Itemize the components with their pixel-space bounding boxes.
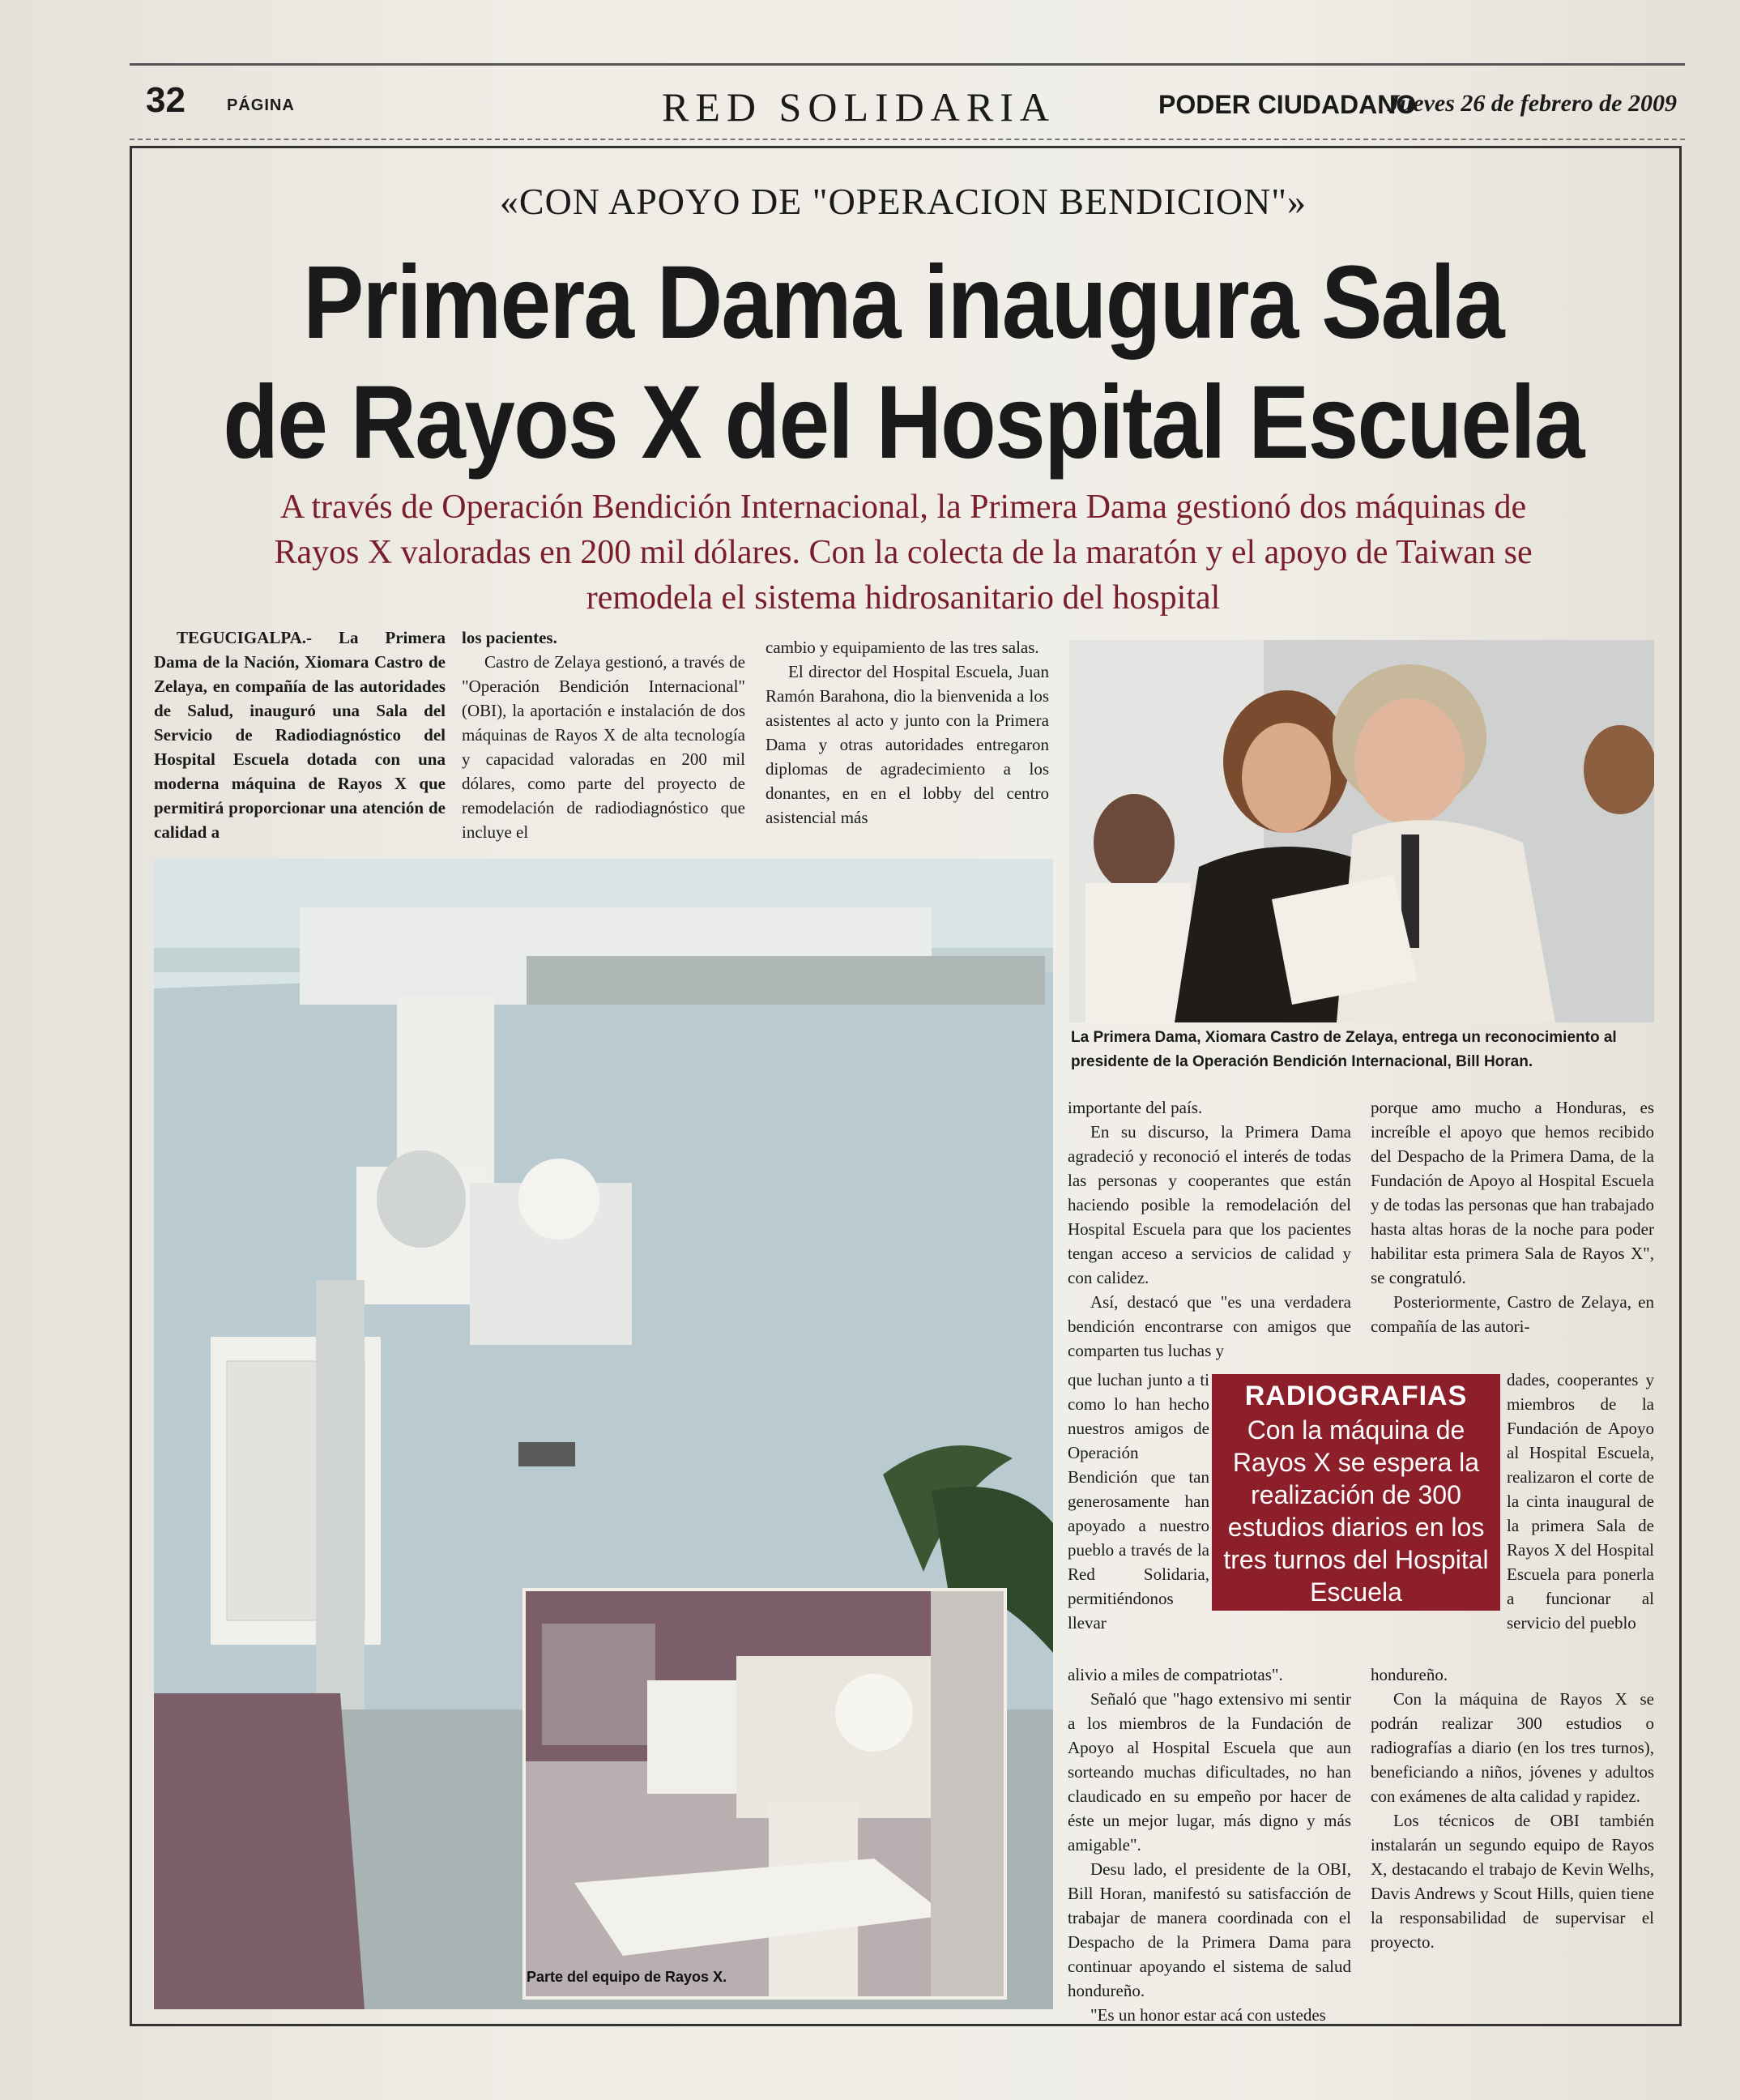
- paragraph: dades, cooperantes y miembros de la Fundación de Apoyo al Hospital Escuela, realizaron el corte de la cinta inaugural de la primera Sala de Rayos X del Hospital Escuela para ponerla a funcionar al servicio del pueblo: [1507, 1370, 1654, 1633]
- paragraph: Con la máquina de Rayos X se podrán realizar 300 estudios o radiografías a diario (en los tres turnos), beneficiando a niños, jóvenes y adultos con exámenes de alta calidad y rapidez.: [1371, 1689, 1654, 1806]
- deck-line-2: Rayos X valoradas en 200 mil dólares. Con la colecta de la maratón y el apoyo de Taiwan se: [274, 534, 1533, 571]
- body-column-4-top: [1068, 1095, 1351, 1363]
- deck-line-1: A través de Operación Bendición Internacional, la Primera Dama gestionó dos máquinas de: [279, 489, 1527, 526]
- page-word: PÁGINA: [227, 96, 295, 114]
- paragraph: hondureño.: [1371, 1665, 1448, 1684]
- page-number: 32: [146, 80, 186, 120]
- xray-photo-caption: Parte del equipo de Rayos X.: [527, 1969, 727, 1985]
- paragraph: Así, destacó que "es una verdadera bendición encontrarse con amigos que comparten tus luchas y: [1068, 1292, 1351, 1360]
- paragraph: los pacientes.: [462, 628, 557, 647]
- body-column-4-narrow: [1068, 1368, 1209, 1635]
- deck-line-3: remodela el sistema hidrosanitario del hospital: [586, 579, 1221, 617]
- ceremony-photo-caption: La Primera Dama, Xiomara Castro de Zelaya, entrega un reconocimiento al presidente de la Operación Bendición Internacional, Bill Horan.: [1071, 1029, 1617, 1070]
- pull-quote-text: Con la máquina de Rayos X se espera la realización de 300 estudios diarios en los tres turnos del Hospital Escuela: [1223, 1415, 1489, 1607]
- paragraph: El director del Hospital Escuela, Juan Ramón Barahona, dio la bienvenida a los asistentes al acto y junto con la Primera Dama y otras autoridades entregaron diplomas de agradecimiento a los donantes, en en el lobby del centro asistencial más: [766, 662, 1049, 827]
- paragraph: alivio a miles de compatriotas".: [1068, 1665, 1283, 1684]
- xray-equipment-inset-photo: [522, 1588, 1007, 2000]
- paragraph: Señaló que "hago extensivo mi sentir a los miembros de la Fundación de Apoyo al Hospital Escuela que aun sorteando muchas dificultades, no han claudicado en su empeño por hacer de éste un mejor lugar, más digno y más amigable".: [1068, 1689, 1351, 1855]
- paragraph: porque amo mucho a Honduras, es increíble el apoyo que hemos recibido del Despacho de la Primera Dama, de la Fundación de Apoyo al Hospital Escuela y de todas las personas que han trabajado hasta altas horas de la noche para poder habilitar esta primera Sala de Rayos X", se congratuló.: [1371, 1098, 1654, 1287]
- body-column-5-top: [1371, 1095, 1654, 1338]
- pull-quote-box: [1212, 1374, 1500, 1611]
- article-kicker: «CON APOYO DE "OPERACION BENDICION"»: [499, 181, 1307, 222]
- body-column-4-bottom: [1068, 1662, 1351, 2027]
- body-column-3: [766, 635, 1049, 830]
- paragraph: En su discurso, la Primera Dama agradeció y reconoció el interés de todas las personas y cooperantes que están haciendo posible la remodelación del Hospital Escuela para que los pacientes tengan acceso a servicios de calidad y con calidez.: [1068, 1122, 1351, 1287]
- lead-paragraph: TEGUCIGALPA.- La Primera Dama de la Nación, Xiomara Castro de Zelaya, en compañía de las autoridades de Salud, inauguró una Sala del Servicio de Radiodiagnóstico del Hospital Escuela dotada con una moderna máquina de Rayos X que permitirá proporcionar una atención de calidad a: [154, 628, 446, 842]
- paragraph: Los técnicos de OBI también instalarán un segundo equipo de Rayos X, destacando el trabajo de Kevin Welhs, Davis Andrews y Scout Hills, quien tiene la responsabilidad de supervisar el proyecto.: [1371, 1811, 1654, 1952]
- paragraph: importante del país.: [1068, 1098, 1203, 1117]
- body-column-1: [154, 625, 446, 844]
- article-deck: [162, 484, 1644, 621]
- body-column-5-bottom: [1371, 1662, 1654, 1954]
- headline-line-2: de Rayos X del Hospital Escuela: [223, 365, 1584, 480]
- paragraph: que luchan junto a ti como lo han hecho nuestros amigos de Operación Bendición que tan generosamente han apoyado a nuestro pueblo a través de la Red Solidaria, permitiéndonos llevar: [1068, 1370, 1209, 1633]
- paragraph: "Es un honor estar acá con ustedes: [1090, 2005, 1326, 2025]
- body-column-2: [462, 625, 745, 844]
- pull-quote-title: RADIOGRAFIAS: [1244, 1381, 1468, 1411]
- masthead: [130, 63, 1685, 140]
- paragraph: Desu lado, el presidente de la OBI, Bill Horan, manifestó su satisfacción de trabajar de manera coordinada con el Despacho de la Primera Dama para continuar apoyando el sistema de salud hondureño.: [1068, 1859, 1351, 2000]
- headline-line-1: Primera Dama inaugura Sala: [303, 245, 1503, 361]
- issue-date: Jueves 26 de febrero de 2009: [1387, 90, 1677, 117]
- paragraph: Castro de Zelaya gestionó, a través de "Operación Bendición Internacional" (OBI), la aportación e instalación de dos máquinas de Rayos X de alta tecnología y capacidad valoradas en 200 mil dólares, como parte del proyecto de remodelación de radiodiagnóstico que incluye el: [462, 652, 745, 842]
- body-column-5-narrow: [1507, 1368, 1654, 1635]
- ceremony-photo: [1069, 640, 1654, 1022]
- paragraph: cambio y equipamiento de las tres salas.: [766, 638, 1039, 657]
- paragraph: Posteriormente, Castro de Zelaya, en compañía de las autori-: [1371, 1292, 1654, 1336]
- brand-name: PODER CIUDADANO: [1158, 90, 1417, 119]
- section-title: RED SOLIDARIA: [662, 84, 1056, 130]
